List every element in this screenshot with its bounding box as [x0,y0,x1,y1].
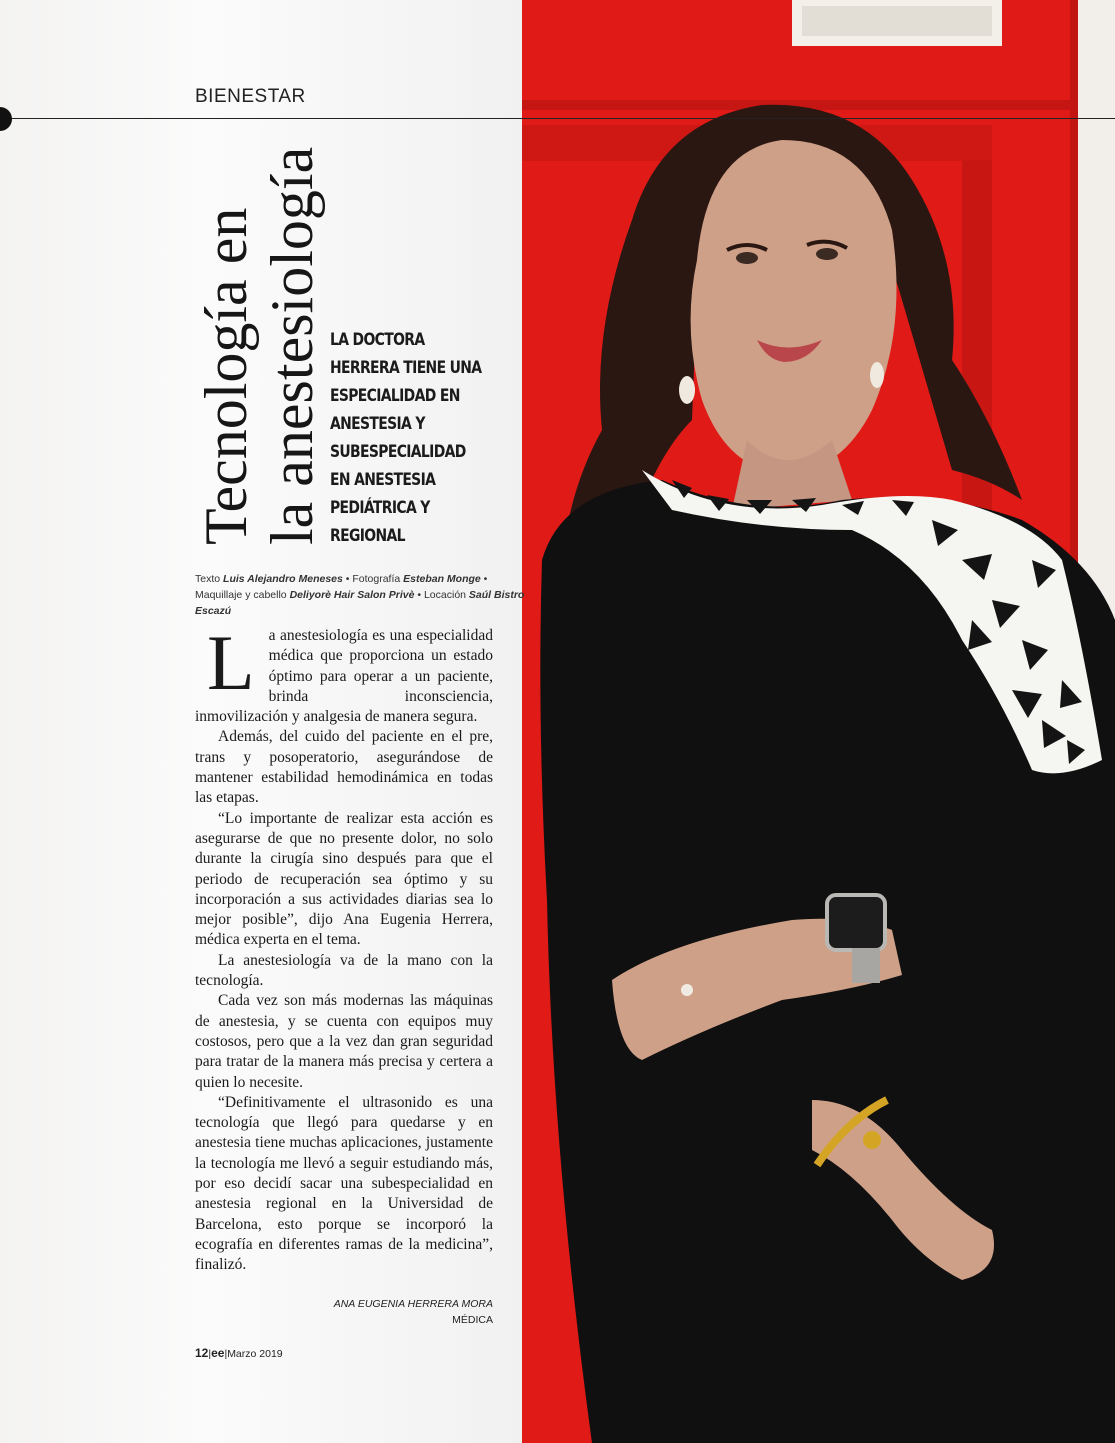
portrait-photo [522,0,1115,1443]
paragraph-6: “Definitivamente el ultrasonido es una tecnología que llegó para quedarse y en anestesia tiene muchas aplicaciones, justamente la tecnología me llevó a seguir estudiando más, por eso decidí sacar una subespecialidad en anestesia regional en la Universidad de Barcelona, esto porque se incorporó la ecografía en diferentes ramas de la medicina”, finalizó. [195,1093,493,1274]
paragraph-5: Cada vez son más modernas las máquinas de anestesia, y se cuenta con equipos muy costosos, pero que a la vez dan gran seguridad para tratar de la manera más precisa y certera a quien lo necesite. [195,992,493,1091]
magazine-logo: ee [211,1346,225,1360]
drop-cap: L [207,619,255,706]
credits [195,571,525,619]
paragraph-1-text: a anestesiología es una especialidad médica que proporciona un estado óptimo para operar a un paciente, brinda inconsciencia, inmovilización y analgesia de manera segura. [195,627,493,726]
credit-photo-author: Esteban Monge [403,573,481,585]
credit-text-label: Texto [195,573,221,585]
credit-makeup-label: • Maquillaje y cabello [195,573,488,601]
title-line-1: Tecnología en [193,207,259,545]
page-number: 12 [195,1346,209,1360]
paragraph-4: La anestesiología va de la mano con la tecnología. [195,951,493,990]
paragraph-1 [195,619,493,727]
credit-location-label: • Locación [417,589,466,601]
header-rule [0,118,1115,119]
folio-divider: | [208,1348,212,1360]
credit-makeup-author: Deliyorè Hair Salon Privè [289,589,415,601]
folio-divider: | [224,1348,228,1360]
paragraph-3: “Lo importante de realizar esta acción es asegurarse de que no presente dolor, no solo durante la cirugía sino después para que el periodo de recuperación sea óptimo y su incorporación a sus actividades diarias sea lo mejor posible”, dijo Ana Eugenia Herrera, médica experta en el tema. [195,809,493,949]
caption-name: ANA EUGENIA HERRERA MORA [333,1298,493,1310]
credit-photo-label: • Fotografía [345,573,401,585]
page-folio [195,1346,283,1360]
title-line-2: la anestesiología [259,146,325,545]
credit-text-author: Luis Alejandro Meneses [223,573,343,585]
caption-role: MÉDICA [452,1314,493,1326]
article-body [195,619,493,1276]
section-label: BIENESTAR [195,86,306,107]
credit-location-name: Saúl Bistro Escazú [195,589,525,617]
deck-subtitle: LA DOCTORA HERRERA TIENE UNA ESPECIALIDAD EN ANESTESIA Y SUBESPECIALIDAD EN ANESTESIA PEDIÁTRICA Y REGIONAL [330,330,482,546]
issue-date: Marzo 2019 [227,1348,283,1360]
paragraph-2: Además, del cuido del paciente en el pre, trans y posoperatorio, asegurándose de mantener estabilidad hemodinámica en todas las etapas. [195,728,493,807]
